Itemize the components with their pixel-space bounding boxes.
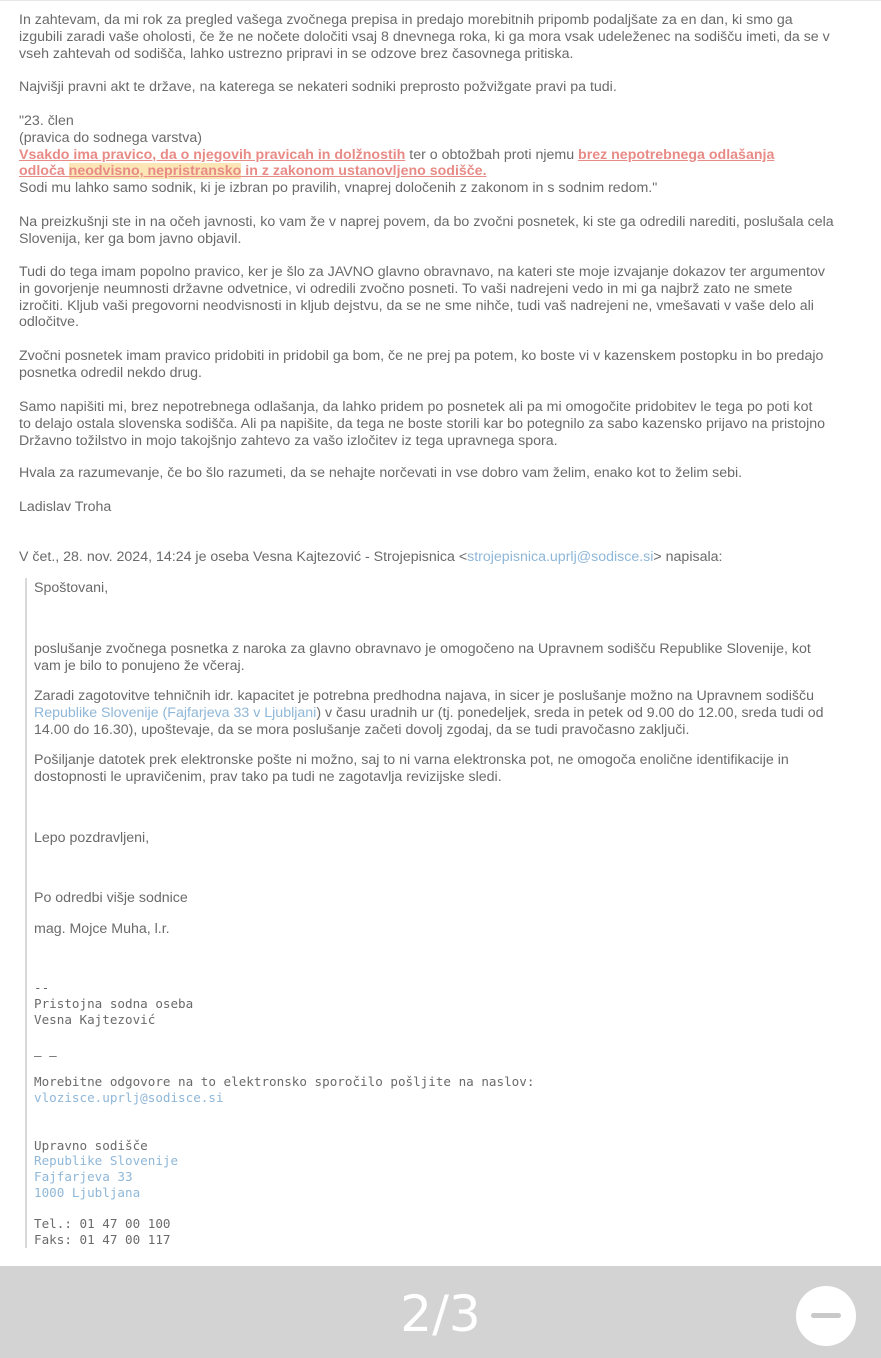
article-line-1: Vsakdo ima pravico, da o njegovih pravicah in dolžnostih ter o obtožbah proti njemu brez nepotrebnega odlašanja [19,146,775,163]
article-quote: "23. člen (pravica do sodnega varstva) Vsakdo ima pravico, da o njegovih pravicah in dolžnostih ter o obtožbah proti njemu brez nepotrebnega odlašanja odloča neodvisno, nepristransko in z zakonom ustanovljeno sodišče. Sodi mu lahko samo sodnik, ki je izbran po pravilih, vnaprej določenih z zakonom in s sodnim redom." [19,113,875,197]
reply-email-link[interactable]: vlozisce.uprlj@sodisce.si [34,1090,224,1105]
reply-note: Morebitne odgovore na to elektronsko sporočilo pošljite na naslov: [34,1074,535,1089]
highlight-independent: neodvisno, nepristransko [68,163,242,180]
quoted-closing: Lepo pozdravljeni, [34,830,150,846]
zoom-out-button[interactable] [796,1286,856,1346]
sig-name: Vesna Kajtezović [34,1012,156,1027]
sender-email-link[interactable]: strojepisnica.uprlj@sodisce.si [467,549,654,565]
article-line-2: odloča neodvisno, nepristransko in z zakonom ustanovljeno sodišče. [19,163,487,180]
quote-bar [25,578,27,1248]
court-address-line-3[interactable]: 1000 Ljubljana [34,1185,141,1200]
page-indicator: 2/3 [400,1285,481,1343]
paragraph-thanks: Hvala za razumevanje, če bo šlo razumeti, da se nehajte norčevati in vse dobro vam želim, enako kot to želim sebi. [19,465,743,481]
sig-separator: -- [34,980,50,995]
court-tel: Tel.: 01 47 00 100 [34,1216,171,1231]
paragraph-recording: Zvočni posnetek imam pravico pridobiti in pridobil ga bom, če ne prej pa potem, ko boste vi v kazenskem postopku in bo predajo posnetka odredil nekdo drug. [19,348,824,381]
quoted-order: Po odredbi višje sodnice [34,890,188,906]
minus-icon [811,1313,841,1318]
quoted-paragraph-listening: poslušanje zvočnega posnetka z naroka za glavno obravnavo je omogočeno na Upravnem sodišču Republike Slovenije, kot vam je bilo to ponujeno že včeraj. [34,641,811,674]
quoted-judge: mag. Mojce Muha, l.r. [34,921,170,937]
paragraph-public-test: Na preizkušnji ste in na očeh javnosti, ko vam že v naprej povem, da bo zvočni posnetek, ki ste ga odredili narediti, poslušala cela Slovenija, ker ga bom javno objavil. [19,214,834,247]
court-fax: Faks: 01 47 00 117 [34,1232,171,1247]
quoted-greeting: Spoštovani, [34,580,109,596]
address-link[interactable]: Republike Slovenije (Fajfarjeva 33 v Ljubljani [34,704,317,721]
sig-role: Pristojna sodna oseba [34,996,194,1011]
court-address-line-1[interactable]: Republike Slovenije [34,1153,179,1168]
court-name: Upravno sodišče [34,1138,148,1153]
sig-separator-2: — — [34,1048,57,1063]
paragraph-constitution: Najvišji pravni akt te države, na katerega se nekateri sodniki preprosto požvižgate pravi pa tudi. [19,79,617,95]
quoted-paragraph-capacity: Zaradi zagotovitve tehničnih idr. kapacitet je potrebna predhodna najava, in sicer je poslušanje možno na Upravnem sodišču Republike Slovenije (Fajfarjeva 33 v Ljubljani) v času uradnih ur (tj. ponedeljek, sreda in petek od 9.00 do 12.00, sreda tudi od 14.00 do 16.30), upoštevaje, da se mora poslušanje začeti dovolj zgodaj, da se tudi pravočasno zaključi. [34,688,824,738]
highlight-no-delay: brez nepotrebnega odlašanja [578,146,775,163]
signature: Ladislav Troha [19,499,112,515]
paragraph-deadline-request: In zahtevam, da mi rok za pregled vašega zvočnega prepisa in predajo morebitnih pripomb podaljšate za en dan, ki smo ga izgubili zaradi vaše oholosti, če že ne nočete določiti vsaj 8 dnevnega roka, ki ga mora vsak udeleženec na sodišču imeti, da se v vseh zahtevah od sodišča, lahko ustrezno pripravi in se odzove brez časovnega pritiska. [19,12,830,62]
paragraph-right: Tudi do tega imam popolno pravico, ker je šlo za JAVNO glavno obravnavo, na kateri ste moje izvajanje dokazov ter argumentov in govorjenje neumnosti državne odvetnice, vi odredili zvočno posneti. To vaši nadrejeni vedo in mi ga najbrž zato ne smete izročiti. Kljub vaši pregovorni neodvisnosti in kljub dejstvu, da se ne sme nihče, tudi vaš nadrejeni ne, vmešavati v vaše delo ali odločitve. [19,264,825,331]
court-address-line-2[interactable]: Fajfarjeva 33 [34,1169,133,1184]
highlight-rights: Vsakdo ima pravico, da o njegovih pravicah in dolžnostih [19,146,406,163]
paragraph-demand: Samo napišiti mi, brez nepotrebnega odlašanja, da lahko pridem po posnetek ali pa mi omogočite pridobitev le tega po poti kot to delajo ostala slovenska sodišča. Ali pa napišite, da tega ne boste storili kar bo potegnilo za sabo kazensko prijavo na pristojno Državno tožilstvo in mojo takojšnjo zahtevo za vašo izločitev iz tega upravnega spora. [19,399,826,449]
quote-header: V čet., 28. nov. 2024, 14:24 je oseba Vesna Kajtezović - Strojepisnica <strojepisnica.uprlj@sodisce.si> napisala: [19,549,723,565]
quoted-paragraph-email: Pošiljanje datotek prek elektronske pošte ni možno, saj to ni varna elektronska pot, ne omogoča enolične identifikacije in dostopnosti le upravičenim, prav tako pa tudi ne zagotavlja revizijske sledi. [34,752,789,785]
